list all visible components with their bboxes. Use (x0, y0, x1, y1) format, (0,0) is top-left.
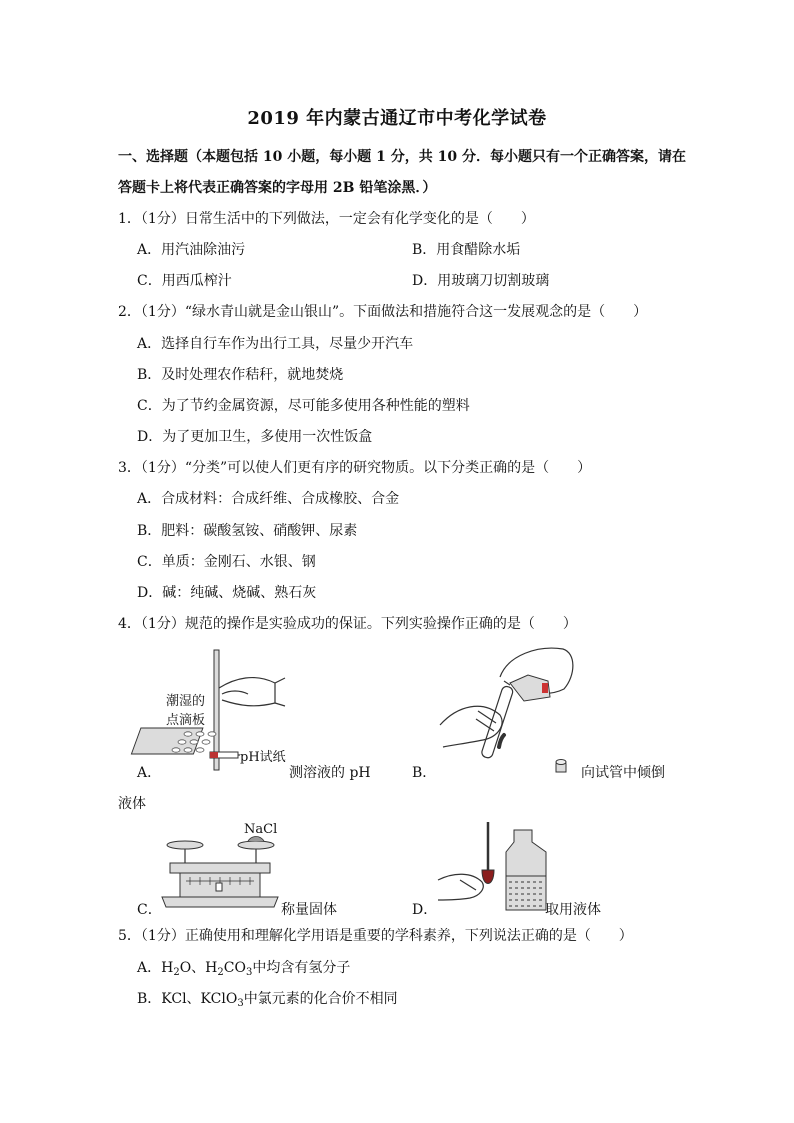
q4-option-b-caption-cont: 液体 (118, 796, 146, 812)
q4-option-c-caption: 称量固体 (281, 902, 337, 918)
question-5-stem: 5．（1分）正确使用和理解化学用语是重要的学科素养，下列说法正确的是（ ） (118, 928, 633, 944)
question-4-stem: 4．（1分）规范的操作是实验成功的保证。下列实验操作正确的是（ ） (118, 616, 577, 632)
figure-c-balance (160, 833, 280, 913)
question-1-stem: 1．（1分）日常生活中的下列做法，一定会有化学变化的是（ ） (118, 211, 535, 227)
q1-option-b: B．用食醋除水垢 (412, 242, 521, 258)
section-heading-line1: 一、选择题（本题包括 10 小题，每小题 1 分，共 10 分．每小题只有一个正确答案，请在 (118, 149, 686, 165)
q5-option-b: B．KCl、KClO$_3$中氯元素的化合价不相同 (137, 991, 398, 1009)
fig-a-label-plate: 点滴板 (166, 713, 206, 728)
q4-option-d-caption: 取用液体 (545, 902, 601, 918)
q1-option-a: A．用汽油除油污 (137, 242, 246, 258)
q4-option-a-letter: A． (137, 765, 162, 781)
fig-a-label-wet: 潮湿的 (166, 694, 206, 709)
q2-option-a: A．选择自行车作为出行工具，尽量少开汽车 (137, 336, 414, 352)
q5-option-a: A．$H_2O$、$H_2CO_3$中均含有氢分子 (137, 960, 351, 978)
q2-option-c: C．为了节约金属资源，尽可能多使用各种性能的塑料 (137, 398, 470, 414)
q2-option-b: B．及时处理农作秸秆，就地焚烧 (137, 367, 344, 383)
q2-option-d: D．为了更加卫生，多使用一次性饭盒 (137, 429, 373, 445)
q3-option-d: D．碱：纯碱、烧碱、熟石灰 (137, 585, 317, 601)
fig-a-label-ph-paper: pH试纸 (240, 750, 286, 765)
bottle-stopper-icon (553, 756, 569, 774)
question-3-stem: 3．（1分）“分类”可以使人们更有序的研究物质。以下分类正确的是（ ） (118, 460, 592, 476)
q3-option-b: B．肥料：碳酸氢铵、硝酸钾、尿素 (137, 523, 358, 539)
page-title: 2019 年内蒙古通辽市中考化学试卷 (247, 108, 547, 129)
q3-option-c: C．单质：金刚石、水银、钢 (137, 554, 316, 570)
q1-option-d: D．用玻璃刀切割玻璃 (412, 273, 550, 289)
figure-b-pouring (438, 645, 578, 770)
q4-option-d-letter: D． (412, 902, 438, 918)
question-2-stem: 2．（1分）“绿水青山就是金山银山”。下面做法和措施符合这一发展观念的是（ ） (118, 304, 648, 320)
q4-option-c-letter: C． (137, 902, 162, 918)
section-heading-line2: 答题卡上将代表正确答案的字母用 2B 铅笔涂黑．） (118, 180, 437, 196)
q4-option-b-caption: 向试管中倾倒 (581, 765, 665, 781)
q4-option-b-letter: B． (412, 765, 437, 781)
fig-c-label-nacl: NaCl (244, 822, 278, 837)
q3-option-a: A．合成材料：合成纤维、合成橡胶、合金 (137, 491, 400, 507)
figure-d-dropper (436, 822, 548, 914)
q4-option-a-caption: 测溶液的 pH (289, 765, 371, 781)
q1-option-c: C．用西瓜榨汁 (137, 273, 232, 289)
